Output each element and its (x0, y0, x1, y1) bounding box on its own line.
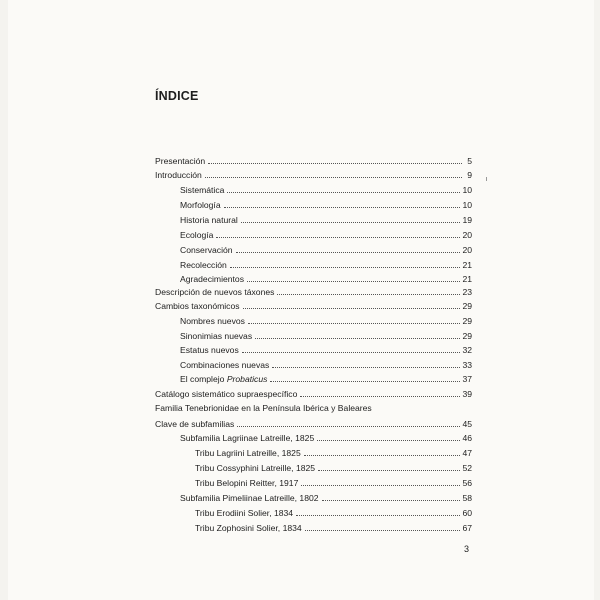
toc-entry-label: Catálogo sistemático supraespecífico (155, 389, 298, 399)
dot-leader (208, 154, 462, 164)
toc-entry (180, 183, 472, 196)
dot-leader (236, 243, 461, 253)
toc-entry (180, 431, 472, 444)
toc-entry-page: 19 (462, 215, 472, 225)
toc-entry-label: Tribu Erodiini Solier, 1834 (195, 508, 294, 518)
toc-entry-label: Historia natural (180, 215, 238, 225)
dot-leader (247, 272, 460, 282)
toc-entry (180, 343, 472, 356)
dot-leader (255, 329, 460, 339)
toc-entry (195, 446, 472, 459)
dot-leader (322, 491, 461, 501)
dot-leader (304, 446, 461, 456)
toc-entry-label: Agradecimientos (180, 274, 245, 284)
toc-entry-page: 32 (462, 345, 472, 355)
toc-entry (195, 521, 472, 534)
toc-entry-page: 20 (462, 230, 472, 240)
toc-entry (180, 243, 472, 256)
toc-entry-label: Sistemática (180, 185, 225, 195)
dot-leader (300, 387, 460, 397)
toc-entry (180, 358, 472, 371)
toc-entry-label: Morfología (180, 200, 221, 210)
toc-entry (180, 314, 472, 327)
toc-entry (195, 461, 472, 474)
toc-entry-page: 47 (462, 448, 472, 458)
toc-entry-label: Nombres nuevos (180, 316, 245, 326)
dot-leader (216, 228, 460, 238)
toc-entry-label: Tribu Belopini Reitter, 1917 (195, 478, 299, 488)
dot-leader (277, 285, 460, 295)
toc-entry-page: 10 (462, 185, 472, 195)
dot-leader (243, 299, 461, 309)
toc-entry-page: 58 (462, 493, 472, 503)
dot-leader (272, 358, 460, 368)
toc-entry-page: 33 (462, 360, 472, 370)
toc-entry-label: Combinaciones nuevas (180, 360, 270, 370)
toc-entry-label: Introducción (155, 170, 202, 180)
toc-entry (155, 299, 472, 312)
toc-entry-page: 10 (462, 200, 472, 210)
toc-entry-label: Ecología (180, 230, 214, 240)
toc-entry-label: Presentación (155, 156, 206, 166)
toc-entry-label: Descripción de nuevos táxones (155, 287, 275, 297)
toc-entry-page: 46 (462, 433, 472, 443)
toc-entry (155, 387, 472, 400)
dot-leader (270, 372, 460, 382)
toc-entry-label: Estatus nuevos (180, 345, 239, 355)
toc-entry-page: 9 (467, 170, 472, 180)
dot-leader (205, 168, 462, 178)
toc-entry (155, 285, 472, 298)
toc-entry-page: 29 (462, 301, 472, 311)
page-title: ÍNDICE (155, 89, 199, 103)
toc-entry (195, 506, 472, 519)
toc-entry-page: 52 (462, 463, 472, 473)
toc-entry (180, 228, 472, 241)
dot-leader (237, 417, 460, 427)
toc-entry-page: 37 (462, 374, 472, 384)
toc-entry-page: 29 (462, 316, 472, 326)
page-mark (486, 177, 487, 181)
toc-entry (180, 491, 472, 504)
toc-entry (180, 198, 472, 211)
toc-entry (155, 154, 472, 167)
toc-entry-label: Familia Tenebrionidae en la Península Ibérica y Baleares (155, 403, 372, 413)
dot-leader (305, 521, 461, 531)
toc-entry-label: Tribu Cossyphini Latreille, 1825 (195, 463, 316, 473)
dot-leader (301, 476, 460, 486)
dot-leader (224, 198, 461, 208)
toc-entry-page: 20 (462, 245, 472, 255)
dot-leader (318, 461, 460, 471)
toc-entry-label: Conservación (180, 245, 233, 255)
toc-entry (180, 329, 472, 342)
dot-leader (296, 506, 460, 516)
dot-leader (230, 258, 461, 268)
toc-entry-label: Tribu Lagriini Latreille, 1825 (195, 448, 301, 458)
toc-entry-label: Subfamilia Pimeliinae Latreille, 1802 (180, 493, 319, 503)
toc-entry-label: El complejo Probaticus (180, 374, 268, 384)
toc-entry (180, 372, 472, 385)
toc-entry-page: 29 (462, 331, 472, 341)
toc-entry-page: 21 (462, 260, 472, 270)
toc-entry (180, 258, 472, 271)
dot-leader (241, 213, 461, 223)
toc-entry-label: Tribu Zophosini Solier, 1834 (195, 523, 302, 533)
toc-entry-page: 5 (467, 156, 472, 166)
toc-entry (155, 168, 472, 181)
dot-leader (227, 183, 460, 193)
toc-entry-page: 60 (462, 508, 472, 518)
dot-leader (242, 343, 461, 353)
toc-entry-label: Sinonimias nuevas (180, 331, 253, 341)
toc-entry (180, 272, 472, 285)
toc-entry-page: 21 (462, 274, 472, 284)
toc-entry-page: 67 (462, 523, 472, 533)
toc-entry-page: 23 (462, 287, 472, 297)
toc-entry (195, 476, 472, 489)
toc-entry-page: 56 (462, 478, 472, 488)
toc-entry (155, 417, 472, 430)
toc-entry (180, 213, 472, 226)
toc-entry (155, 402, 472, 415)
toc-entry-label: Clave de subfamilias (155, 419, 235, 429)
page-number: 3 (464, 544, 470, 554)
toc-entry-label: Cambios taxonómicos (155, 301, 240, 311)
dot-leader (317, 431, 460, 441)
dot-leader (248, 314, 460, 324)
toc-entry-page: 45 (462, 419, 472, 429)
toc-entry-label: Subfamilia Lagriinae Latreille, 1825 (180, 433, 315, 443)
toc-entry-label: Recolección (180, 260, 227, 270)
toc-entry-page: 39 (462, 389, 472, 399)
